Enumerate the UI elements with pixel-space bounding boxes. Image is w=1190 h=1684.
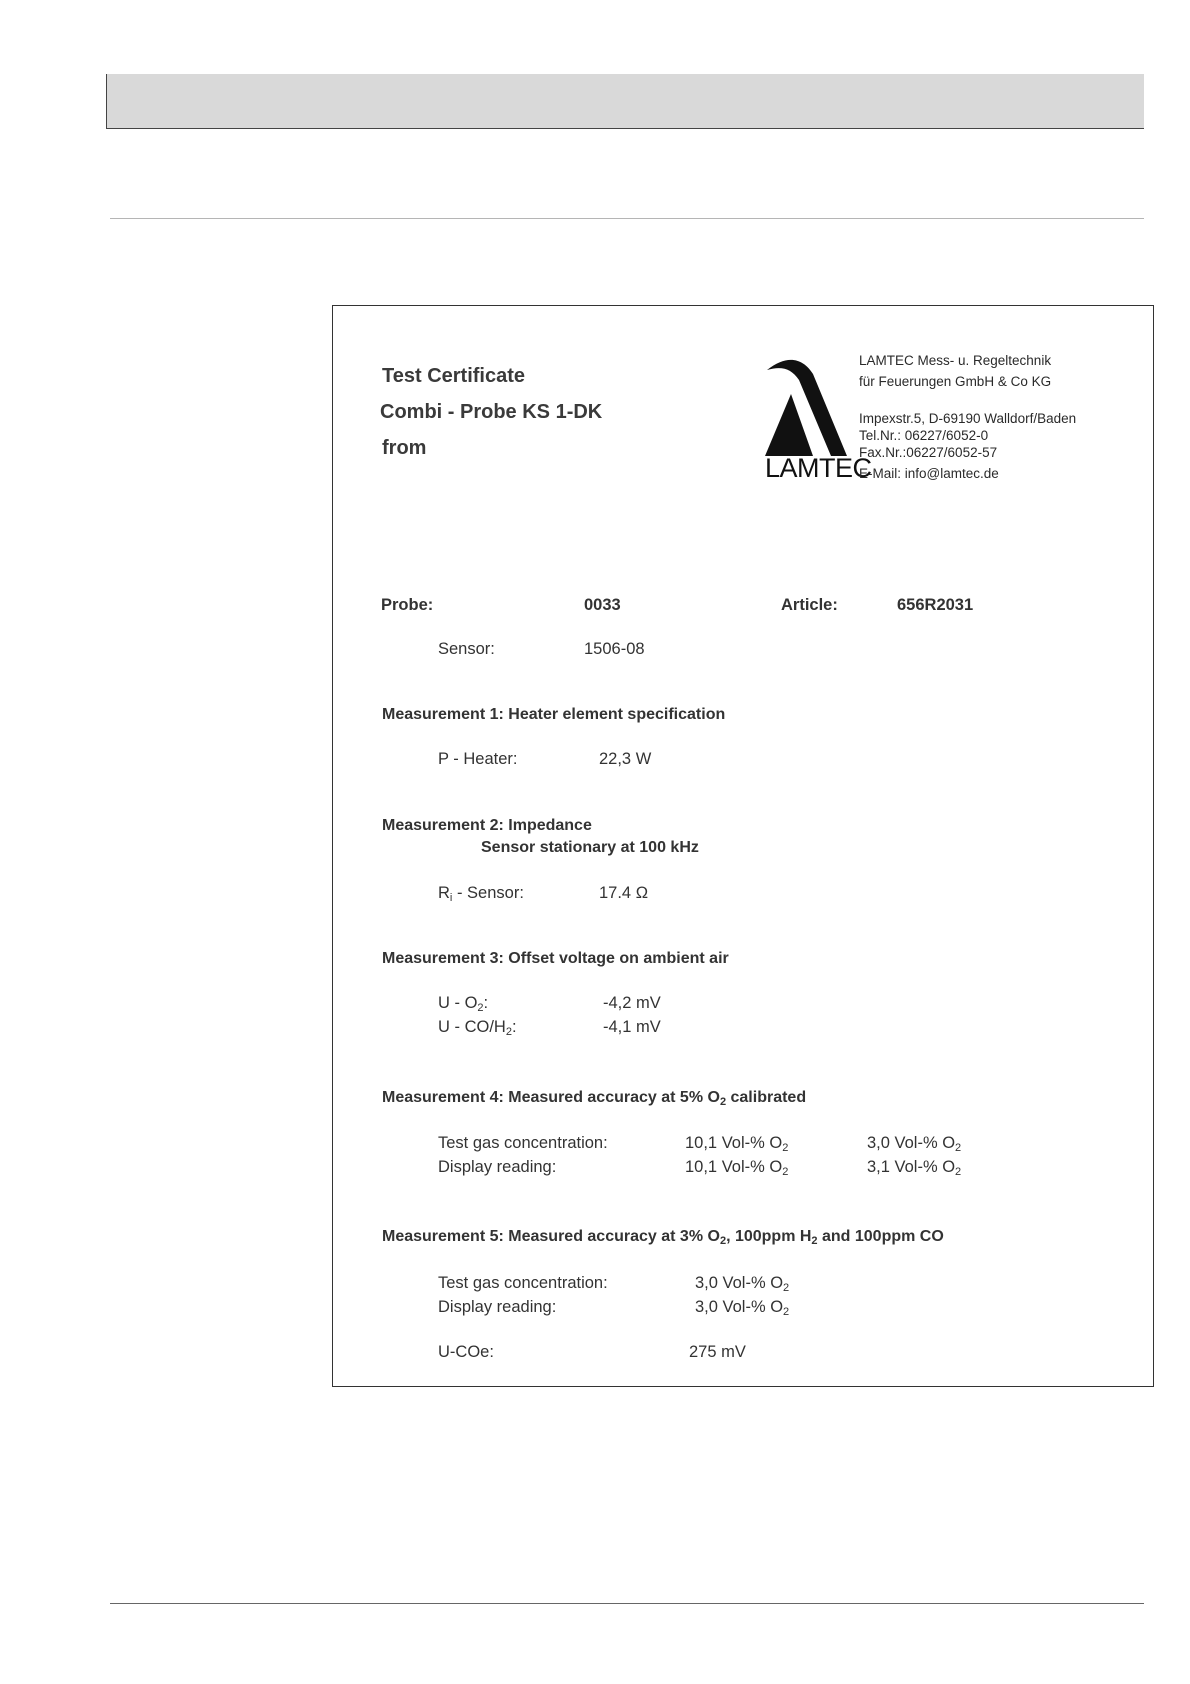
measurement-2-title: Measurement 2: Impedance (382, 817, 592, 834)
m4-test-gas-value-1: 10,1 Vol-% $O_2$ (685, 1134, 789, 1154)
u-co-h2-label: U - $CO/H_2$: (438, 1018, 517, 1038)
m4-display-reading-value-1: 10,1 Vol-% $O_2$ (685, 1158, 789, 1178)
ri-sensor-label: $R_i$ - Sensor: (438, 884, 524, 904)
m4-test-gas-value-2: 3,0 Vol-% $O_2$ (867, 1134, 962, 1154)
company-fax: Fax.Nr.:06227/6052-57 (859, 445, 998, 460)
lamtec-logo-icon (765, 356, 849, 456)
m5-test-gas-label: Test gas concentration: (438, 1274, 608, 1292)
m5-display-reading-label: Display reading: (438, 1298, 557, 1316)
from-label: from (382, 437, 427, 459)
certificate-title: Test Certificate (382, 365, 526, 387)
lamtec-logo-text: LAMTEC (765, 453, 872, 483)
header-band (106, 74, 1144, 129)
measurement-4-title: Measurement 4: Measured accuracy at 5% $O_2$ calibrated (382, 1089, 807, 1108)
top-rule (110, 218, 1144, 219)
article-label: Article: (781, 596, 838, 614)
u-coe-value: 275 mV (689, 1343, 746, 1361)
m4-display-reading-label: Display reading: (438, 1158, 557, 1176)
probe-label: Probe: (381, 596, 434, 614)
bottom-rule (110, 1603, 1144, 1604)
u-o2-value: -4,2 mV (603, 994, 661, 1012)
company-email: E-Mail: info@lamtec.de (859, 466, 999, 481)
u-co-h2-value: -4,1 mV (603, 1018, 661, 1036)
measurement-5-title: Measurement 5: Measured accuracy at 3% $O_2$, 100ppm $H_2$ and 100ppm CO (382, 1228, 944, 1247)
measurement-1-title: Measurement 1: Heater element specification (382, 706, 726, 723)
m4-display-reading-value-2: 3,1 Vol-% $O_2$ (867, 1158, 962, 1178)
article-value: 656R2031 (897, 596, 974, 614)
company-tel: Tel.Nr.: 06227/6052-0 (859, 428, 989, 443)
company-address: Impexstr.5, D-69190 Walldorf/Baden (859, 411, 1077, 426)
company-line1: LAMTEC Mess- u. Regeltechnik (859, 353, 1052, 368)
probe-value: 0033 (584, 596, 621, 614)
test-certificate (332, 305, 1154, 1387)
sensor-label: Sensor: (438, 640, 495, 658)
ri-sensor-value: 17.4 Ω (599, 884, 649, 902)
m5-display-reading-value: 3,0 Vol-% $O_2$ (695, 1298, 790, 1318)
u-o2-label: U - $O_2$: (438, 994, 489, 1014)
company-line2: für Feuerungen GmbH & Co KG (859, 374, 1052, 389)
product-name: Combi - Probe KS 1-DK (380, 401, 603, 423)
sensor-value: 1506-08 (584, 640, 645, 658)
measurement-3-title: Measurement 3: Offset voltage on ambient air (382, 950, 729, 967)
p-heater-label: P - Heater: (438, 750, 518, 768)
m5-test-gas-value: 3,0 Vol-% $O_2$ (695, 1274, 790, 1294)
p-heater-value: 22,3 W (599, 750, 652, 768)
u-coe-label: U-COe: (438, 1343, 494, 1361)
m4-test-gas-label: Test gas concentration: (438, 1134, 608, 1152)
measurement-2-subtitle: Sensor stationary at 100 kHz (481, 839, 699, 856)
